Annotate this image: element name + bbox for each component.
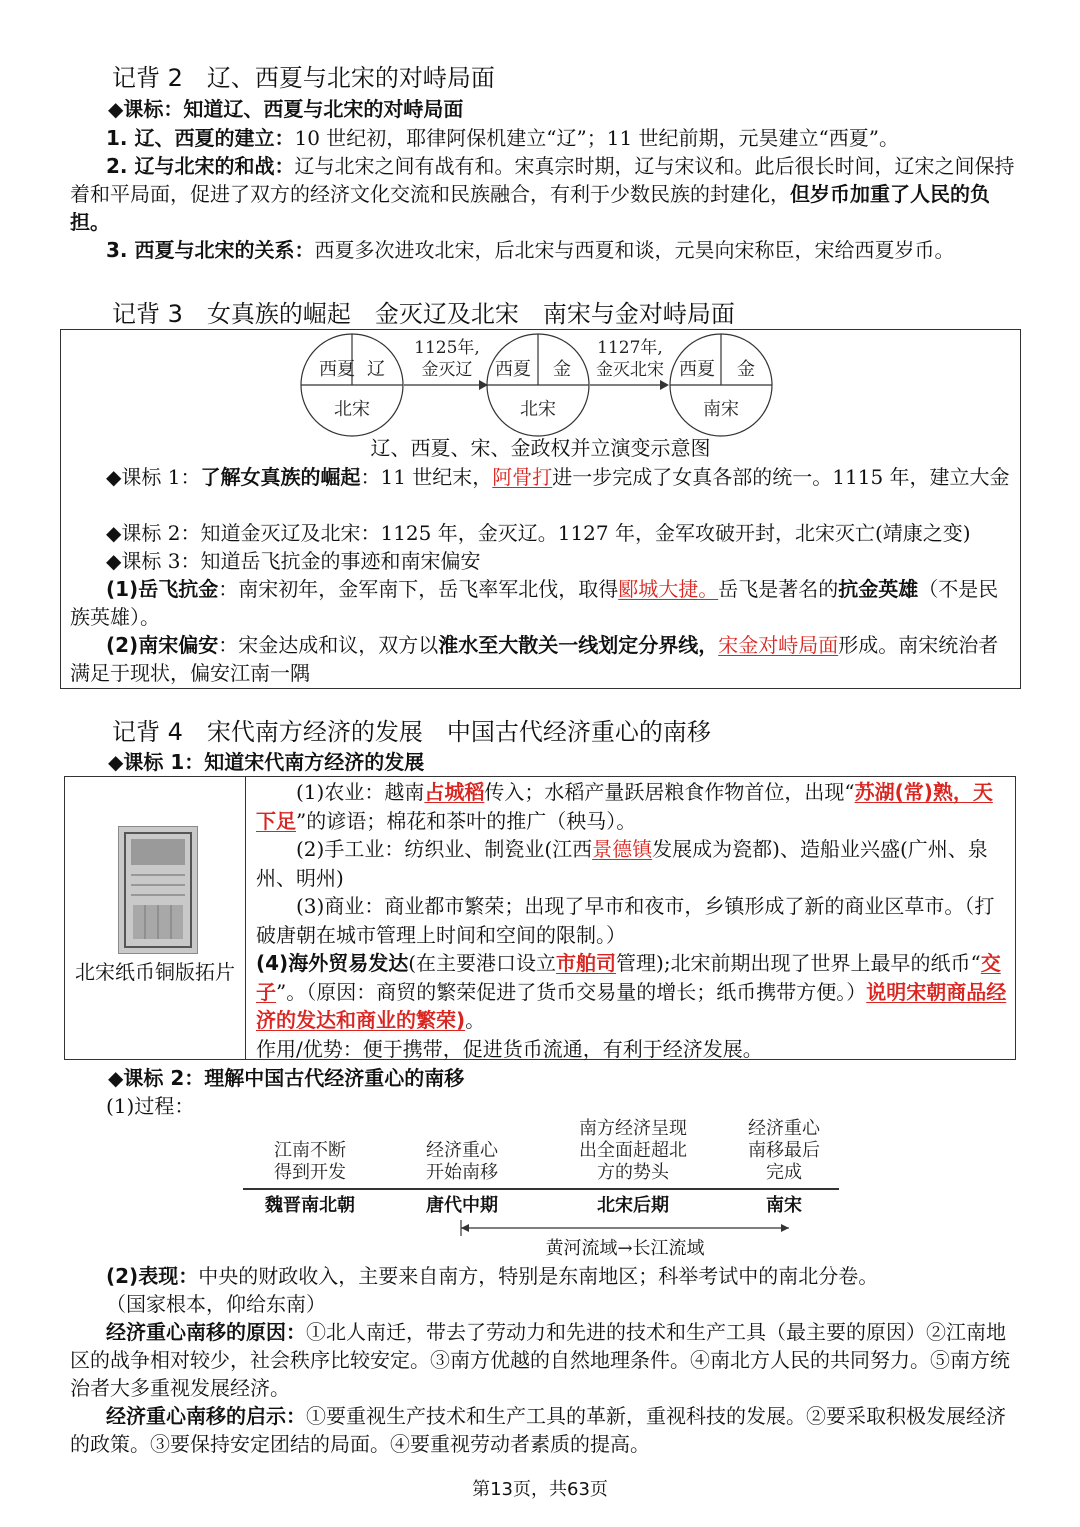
arrow-1	[404, 337, 488, 390]
insp-label: 经济重心南移的启示：	[106, 1404, 306, 1428]
craft-a: ：纺织业、制瓷业(江西	[384, 837, 593, 861]
yue-bold: 抗金英雄	[838, 577, 919, 601]
reason-label: 经济重心南移的原因：	[106, 1320, 306, 1344]
timeline-event-1	[240, 1140, 380, 1184]
craft-paragraph	[256, 835, 1008, 892]
reason-paragraph	[70, 1318, 1018, 1402]
event-3-line2: 出全面赶超北	[579, 1140, 687, 1161]
event-2-line1: 经济重心	[426, 1140, 498, 1161]
std1-text-a: ：11 世纪末，	[360, 465, 493, 489]
trade-c: ”。（原因：商贸的繁荣促进了货币交易量的增长；纸币携带方便。）	[276, 979, 867, 1004]
c3-left: 西夏	[679, 359, 715, 380]
trade-red1: 市舶司	[556, 951, 617, 975]
nan-a: ：宋金达成和议，双方以	[218, 633, 439, 657]
section3-std1	[70, 463, 1018, 491]
std2-text: 知道金灭辽及北宋：1125 年，金灭辽。1127 年，金军攻破开封，北宋灭亡(靖康之变)	[200, 521, 971, 545]
c2-left: 西夏	[495, 359, 531, 380]
event-1-line2: 得到开发	[274, 1162, 346, 1183]
perf-text: 中央的财政收入，主要来自南方，特别是东南地区；科举考试中的南北分卷。	[198, 1264, 879, 1288]
economy-cell	[256, 778, 1008, 1063]
a1-line2: 金灭辽	[421, 360, 473, 380]
agri-a: ：越南	[364, 780, 425, 804]
agri-c: ”的谚语；棉花和茶叶的推广（秧马）。	[296, 808, 637, 833]
yue-a: ：南宋初年，金军南下，岳飞率军北伐，取得	[218, 577, 619, 601]
trade-b: 管理);北宋前期出现了世界上最早的纸币“	[616, 951, 981, 975]
event-2-line2: 开始南移	[426, 1162, 498, 1183]
timeline-event-2	[392, 1140, 532, 1184]
craft-b: 发展成为瓷都)、造船业兴盛(广州、泉州、明州)	[256, 837, 988, 890]
circle-1	[301, 334, 403, 436]
timeline-axis	[243, 1188, 839, 1190]
event-4-line3: 完成	[766, 1162, 802, 1183]
section2-p2-text: 辽与北宋之间有战有和。宋真宗时期，辽与宋议和。此后很长时间，辽宋之间保持着和平局面，促进了双方的经济文化交流和民族融合，有利于少数民族的封建化，	[70, 154, 1015, 206]
agri-paragraph	[256, 778, 1008, 835]
craft-label: (2)手工业	[296, 837, 385, 861]
section2-standard: ◆课标：知道辽、西夏与北宋的对峙局面	[108, 97, 464, 121]
effect-paragraph: 作用/优势：便于携带，促进货币流通，有利于经济发展。	[256, 1036, 763, 1061]
section2-p3	[70, 236, 1018, 264]
yue-label: (1)岳飞抗金	[106, 577, 219, 601]
agri-red1: 占城稻	[424, 780, 485, 804]
std1-text-b: 进一步完成了女真各部的统一。1115 年，建立大金	[552, 465, 1010, 489]
era-1: 魏晋南北朝	[265, 1195, 355, 1216]
c3-right: 金	[737, 359, 755, 380]
agri-label: (1)农业	[296, 780, 365, 804]
section2-p3-label: 3. 西夏与北宋的关系：	[106, 238, 315, 262]
timeline-event-3	[558, 1118, 708, 1184]
era-2: 唐代中期	[426, 1195, 498, 1216]
section2-p2-bold: 但岁币加重了人民的负担。	[70, 182, 990, 234]
perf-label: (2)表现：	[106, 1264, 199, 1288]
banknote-rubbing-image	[118, 826, 198, 954]
era-3: 北宋后期	[597, 1195, 669, 1216]
nan-red: 宋金对峙局面	[718, 633, 839, 657]
comm-a: ：商业都市繁荣；出现了早市和夜市，乡镇形成了新的商业区草市。（打破唐朝在城市管理上时间和空间的限制。）	[256, 894, 995, 947]
event-3-line1: 南方经济呈现	[579, 1118, 687, 1139]
c3-bottom: 南宋	[703, 399, 739, 420]
a1-line1: 1125年,	[414, 338, 480, 358]
section2-p1	[70, 124, 1018, 152]
range-label: 黄河流域→长江流域	[545, 1238, 705, 1259]
nan-label: (2)南宋偏安	[106, 633, 219, 657]
a2-line2: 金灭北宋	[596, 360, 664, 380]
section2-p1-label: 1. 辽、西夏的建立：	[106, 126, 295, 150]
c1-left: 西夏	[319, 359, 355, 380]
table-divider	[245, 776, 246, 1060]
trade-red2: 交子	[256, 951, 1001, 1004]
yue-c: （不是民族英雄）。	[70, 577, 999, 629]
section3-std3	[70, 547, 1018, 575]
event-4-line2: 南移最后	[748, 1140, 820, 1161]
timeline-event-4	[720, 1118, 848, 1184]
std2-label: ◆课标 2：	[106, 521, 201, 545]
std3-text: 知道岳飞抗金的事迹和南宋偏安	[200, 549, 481, 573]
std1-bold: 了解女真族的崛起	[200, 465, 361, 489]
section2-p2-label: 2. 辽与北宋的和战：	[106, 154, 295, 178]
commerce-paragraph	[256, 892, 1008, 949]
trade-paragraph	[256, 949, 1008, 1035]
section2-p3-text: 西夏多次进攻北宋，后北宋与西夏和谈，元昊向宋称臣，宋给西夏岁币。	[314, 238, 955, 262]
yue-red: 郾城大捷。	[618, 577, 719, 601]
performance-paragraph	[106, 1262, 1018, 1290]
std3-label: ◆课标 3：	[106, 549, 201, 573]
nan-bold: 淮水至大散关一线划定分界线，	[438, 633, 719, 657]
section4-title: 记背 4 宋代南方经济的发展 中国古代经济重心的南移	[112, 718, 711, 746]
std1-red: 阿骨打	[492, 465, 553, 489]
regime-evolution-diagram	[300, 333, 780, 441]
comm-label: (3)商业	[296, 894, 365, 918]
c2-bottom: 北宋	[520, 399, 556, 420]
yue-b: 岳飞是著名的	[718, 577, 839, 601]
section4-std1: ◆课标 1：知道宋代南方经济的发展	[108, 750, 425, 774]
c2-right: 金	[553, 359, 571, 380]
trade-red3: 说明宋朝商品经济的发达和商业的繁荣)	[256, 979, 1007, 1032]
era-4: 南宋	[766, 1195, 802, 1216]
nan-b: 形成。南宋统治者满足于现状，偏安江南一隅	[70, 633, 999, 685]
inspiration-paragraph	[70, 1402, 1018, 1458]
c1-bottom: 北宋	[334, 399, 370, 420]
event-1-line1: 江南不断	[274, 1140, 346, 1161]
a2-line1: 1127年,	[597, 338, 663, 358]
c1-right: 辽	[367, 359, 385, 380]
image-caption: 北宋纸币铜版拓片	[75, 960, 235, 984]
trade-label: (4)海外贸易发达	[256, 951, 409, 975]
yue-fei-paragraph	[70, 575, 1018, 631]
section4-std2: ◆课标 2：理解中国古代经济重心的南移	[108, 1066, 465, 1090]
trade-a: (在主要港口设立	[408, 951, 557, 975]
reason-text: ①北人南迁，带去了劳动力和先进的技术和生产工具（最主要的原因）②江南地区的战争相对较少，社会秩序比较安定。③南方优越的自然地理条件。④南北方人民的共同努力。⑤南方统治者大多重视发展经济。	[70, 1320, 1010, 1400]
event-3-line3: 方的势头	[597, 1162, 669, 1183]
std1-label: ◆课标 1：	[106, 465, 201, 489]
page-number: 第13页，共63页	[472, 1479, 608, 1500]
section3-std2	[70, 519, 1018, 547]
trade-d: 。	[465, 1008, 486, 1032]
section2-p1-text: 10 世纪初，耶律阿保机建立“辽”；11 世纪前期，元昊建立“西夏”。	[294, 126, 899, 150]
agri-red2: 苏湖(常)熟，天下足	[256, 780, 993, 833]
banknote-pattern-icon	[119, 827, 197, 953]
insp-text: ①要重视生产技术和生产工具的革新，重视科技的发展。②要采取积极发展经济的政策。③要保持安定团结的局面。④要重视劳动者素质的提高。	[70, 1404, 1006, 1456]
process-label: (1)过程：	[106, 1094, 195, 1118]
circle-2	[487, 334, 589, 436]
diagram-caption: 辽、西夏、宋、金政权并立演变示意图	[370, 436, 711, 460]
event-4-line1: 经济重心	[748, 1118, 820, 1139]
circle-3	[670, 334, 772, 436]
craft-red: 景德镇	[592, 837, 653, 861]
arrow-2	[590, 337, 669, 390]
perf-note: （国家根本，仰给东南）	[106, 1292, 326, 1316]
section3-title: 记背 3 女真族的崛起 金灭辽及北宋 南宋与金对峙局面	[112, 300, 735, 328]
nan-song-paragraph	[70, 631, 1018, 687]
section2-title: 记背 2 辽、西夏与北宋的对峙局面	[112, 64, 495, 92]
section2-p2	[70, 152, 1018, 236]
agri-b: 传入；水稻产量跃居粮食作物首位，出现“	[484, 780, 855, 804]
